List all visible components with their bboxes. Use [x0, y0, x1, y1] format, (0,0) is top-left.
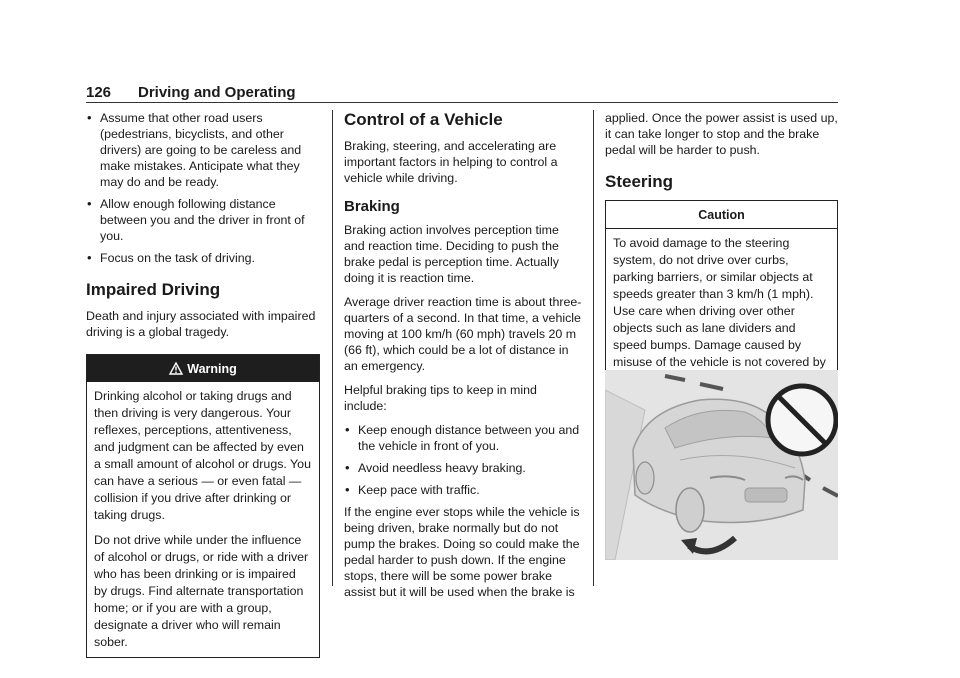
header-rule — [86, 102, 838, 103]
warning-body — [87, 382, 319, 657]
page-header — [86, 84, 838, 104]
continued-para: applied. Once the power assist is used up, it can take longer to stop and the brake pedal will be harder to push. — [605, 111, 838, 157]
caution-para: To avoid damage to the steering system, do not drive over curbs, parking barriers, or similar objects at speeds greater than 3 km/h (1 mph). Use care when driving over other objects such as lane dividers and speed bumps. Damage caused by misuse of the vehicle is not covered by — [613, 236, 826, 369]
list-item: • Allow enough following distance between you and the driver in front of you. — [86, 196, 320, 244]
list-item: • Focus on the task of driving. — [86, 250, 320, 266]
impaired-driving-heading: Impaired Driving — [86, 280, 221, 299]
list-item: • Keep enough distance between you and the vehicle in front of you. — [344, 422, 582, 454]
impaired-driving-para: Death and injury associated with impaired driving is a global tragedy. — [86, 309, 316, 339]
warning-header — [87, 355, 319, 382]
braking-heading: Braking — [344, 198, 400, 215]
column-left — [86, 110, 320, 666]
braking-tips-list — [344, 422, 582, 498]
column-right — [605, 110, 838, 403]
warning-icon — [169, 362, 183, 375]
column-middle — [344, 110, 582, 608]
braking-para: Braking action involves perception time and reaction time. Deciding to push the brake pedal is perception time. Actually doing it is reaction time. — [344, 223, 559, 285]
steering-heading: Steering — [605, 172, 674, 191]
car-illustration-icon — [605, 370, 838, 560]
warning-para: Drinking alcohol or taking drugs and then driving is very dangerous. Your reflexes, perceptions, attentiveness, and judgment can be affected by even a small amount of alcohol or drugs. You can have a serious — or even fatal — collision if you drive after drinking or taking drugs. — [94, 389, 311, 522]
list-item: • Avoid needless heavy braking. — [344, 460, 582, 476]
bullet-list — [86, 110, 320, 266]
list-item: • Keep pace with traffic. — [344, 482, 582, 498]
page-number: 126 — [86, 84, 112, 101]
braking-para: Helpful braking tips to keep in mind include: — [344, 383, 537, 413]
column-divider — [332, 110, 333, 586]
column-divider — [593, 110, 594, 586]
list-item: • Assume that other road users (pedestrians, bicyclists, and other drivers) are going to be careless and make mistakes. Anticipate what they may do and be ready. — [86, 110, 320, 190]
braking-para: Average driver reaction time is about three-quarters of a second. In that time, a vehicle moving at 100 km/h (60 mph) travels 20 m (66 ft), which could be a lot of distance in an emergency. — [344, 295, 582, 373]
control-heading: Control of a Vehicle — [344, 110, 503, 129]
warning-title: Warning — [187, 362, 237, 376]
warning-para: Do not drive while under the influence of alcohol or drugs, or ride with a driver who has been drinking or is impaired by drugs. Find alternate transportation home; or if you are with a group, designate a driver who will remain sober. — [94, 533, 309, 649]
warning-box — [86, 354, 320, 658]
caution-header: Caution — [606, 201, 837, 229]
control-para: Braking, steering, and accelerating are important factors in helping to control a vehicle while driving. — [344, 139, 558, 185]
braking-para: If the engine ever stops while the vehicle is being driven, brake normally but do not pump the brakes. Doing so could make the pedal harder to push down. If the engine stops, there will be some power brake assist but it will be used when the brake is — [344, 505, 580, 599]
section-title: Driving and Operating — [138, 84, 296, 101]
no-curb-driving-illustration — [605, 370, 838, 560]
caution-box — [605, 200, 838, 395]
